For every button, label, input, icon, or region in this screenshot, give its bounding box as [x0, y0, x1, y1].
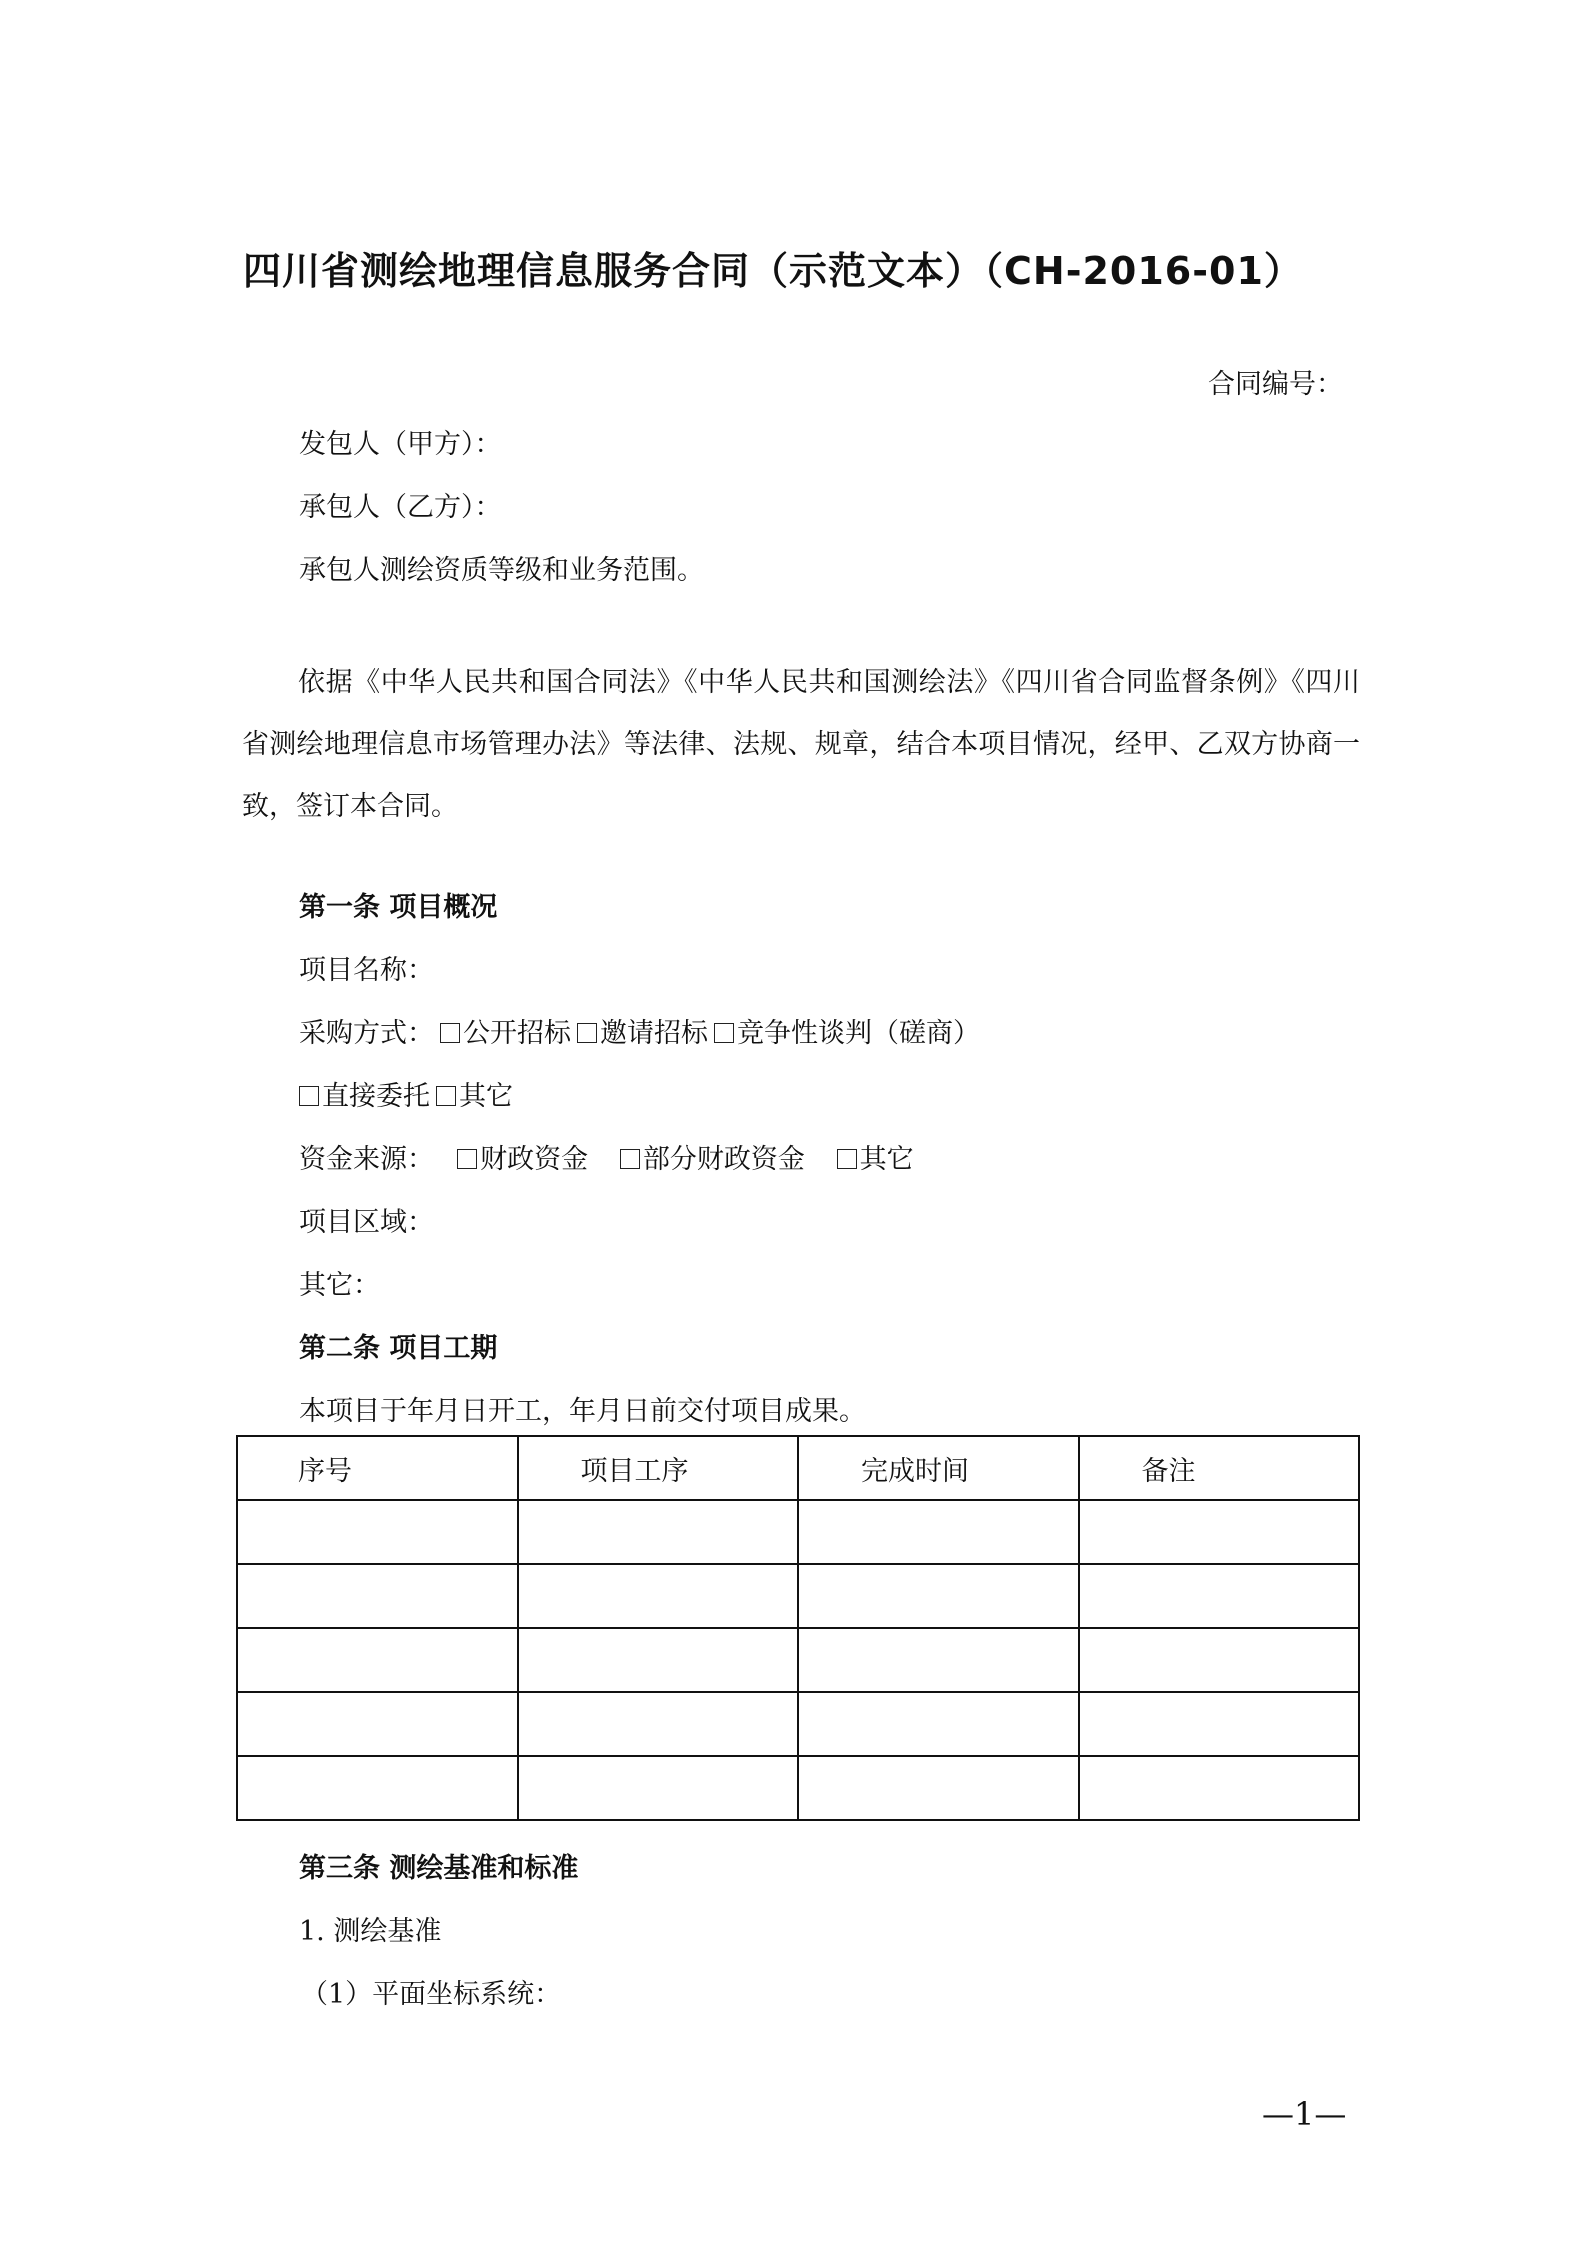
- page-number: —1—: [1262, 2095, 1347, 2133]
- other-label: 其它：: [299, 1270, 380, 1301]
- option-invited-tender: 邀请招标: [600, 1018, 708, 1049]
- table-cell[interactable]: [518, 1692, 799, 1756]
- page-title: 四川省测绘地理信息服务合同（示范文本）（CH-2016-01）: [243, 249, 1303, 293]
- table-cell[interactable]: [237, 1500, 518, 1564]
- table-cell[interactable]: [1079, 1564, 1360, 1628]
- table-row: [237, 1692, 1359, 1756]
- header-completion-time: 完成时间: [798, 1436, 1079, 1500]
- table-cell[interactable]: [237, 1628, 518, 1692]
- qualification-line: 承包人测绘资质等级和业务范围。: [299, 555, 704, 586]
- table-cell[interactable]: [518, 1564, 799, 1628]
- header-process: 项目工序: [518, 1436, 799, 1500]
- checkbox-procurement-other[interactable]: [436, 1086, 456, 1106]
- checkbox-direct-commission[interactable]: [299, 1086, 319, 1106]
- table-row: [237, 1628, 1359, 1692]
- party-a-label: 发包人（甲方）：: [299, 429, 502, 460]
- table-row: [237, 1756, 1359, 1820]
- article3-item1: 1. 测绘基准: [299, 1916, 442, 1947]
- table-cell[interactable]: [518, 1628, 799, 1692]
- article1-heading: 第一条 项目概况: [299, 892, 498, 923]
- funding-label: 资金来源：: [299, 1144, 434, 1175]
- region-label: 项目区域：: [299, 1207, 434, 1238]
- party-b-label: 承包人（乙方）：: [299, 492, 502, 523]
- table-cell[interactable]: [1079, 1628, 1360, 1692]
- header-seq: 序号: [237, 1436, 518, 1500]
- article3-heading: 第三条 测绘基准和标准: [299, 1853, 579, 1884]
- checkbox-funding-other[interactable]: [837, 1149, 857, 1169]
- table-cell[interactable]: [237, 1564, 518, 1628]
- option-procurement-other: 其它: [459, 1081, 513, 1112]
- schedule-table: [236, 1435, 1360, 1821]
- table-cell[interactable]: [798, 1628, 1079, 1692]
- table-cell[interactable]: [237, 1692, 518, 1756]
- table-cell[interactable]: [798, 1692, 1079, 1756]
- table-cell[interactable]: [1079, 1692, 1360, 1756]
- checkbox-open-tender[interactable]: [440, 1023, 460, 1043]
- procurement-label: 采购方式：: [299, 1018, 434, 1049]
- table-row: [237, 1500, 1359, 1564]
- intro-paragraph: 依据《中华人民共和国合同法》《中华人民共和国测绘法》《四川省合同监督条例》《四川省测绘地理信息市场管理办法》等法律、法规、规章，结合本项目情况，经甲、乙双方协商一致，签订本合同。: [242, 667, 1360, 822]
- contract-number-label: 合同编号：: [1208, 369, 1343, 400]
- procurement-line-2: [299, 1074, 513, 1113]
- table-cell[interactable]: [1079, 1500, 1360, 1564]
- table-cell[interactable]: [798, 1756, 1079, 1820]
- checkbox-invited-tender[interactable]: [577, 1023, 597, 1043]
- article2-heading: 第二条 项目工期: [299, 1333, 498, 1364]
- checkbox-fiscal-funds[interactable]: [457, 1149, 477, 1169]
- option-partial-fiscal-funds: 部分财政资金: [642, 1144, 805, 1175]
- checkbox-partial-fiscal-funds[interactable]: [620, 1149, 640, 1169]
- option-funding-other: 其它: [859, 1144, 914, 1175]
- table-cell[interactable]: [798, 1564, 1079, 1628]
- schedule-text: 本项目于年月日开工，年月日前交付项目成果。: [299, 1396, 866, 1427]
- table-cell[interactable]: [1079, 1756, 1360, 1820]
- project-name-label: 项目名称：: [299, 955, 434, 986]
- option-open-tender: 公开招标: [463, 1018, 571, 1049]
- option-competitive-negotiation: 竞争性谈判（磋商）: [737, 1018, 980, 1049]
- header-remarks: 备注: [1079, 1436, 1360, 1500]
- table-cell[interactable]: [798, 1500, 1079, 1564]
- table-row: [237, 1564, 1359, 1628]
- funding-line: [299, 1137, 914, 1176]
- article3-item1-1: （1）平面坐标系统：: [301, 1979, 562, 2010]
- table-header-row: [237, 1436, 1359, 1500]
- table-cell[interactable]: [518, 1500, 799, 1564]
- table-cell[interactable]: [518, 1756, 799, 1820]
- option-fiscal-funds: 财政资金: [480, 1144, 589, 1175]
- option-direct-commission: 直接委托: [322, 1081, 430, 1112]
- table-cell[interactable]: [237, 1756, 518, 1820]
- checkbox-competitive-negotiation[interactable]: [714, 1023, 734, 1043]
- procurement-line: [299, 1011, 980, 1050]
